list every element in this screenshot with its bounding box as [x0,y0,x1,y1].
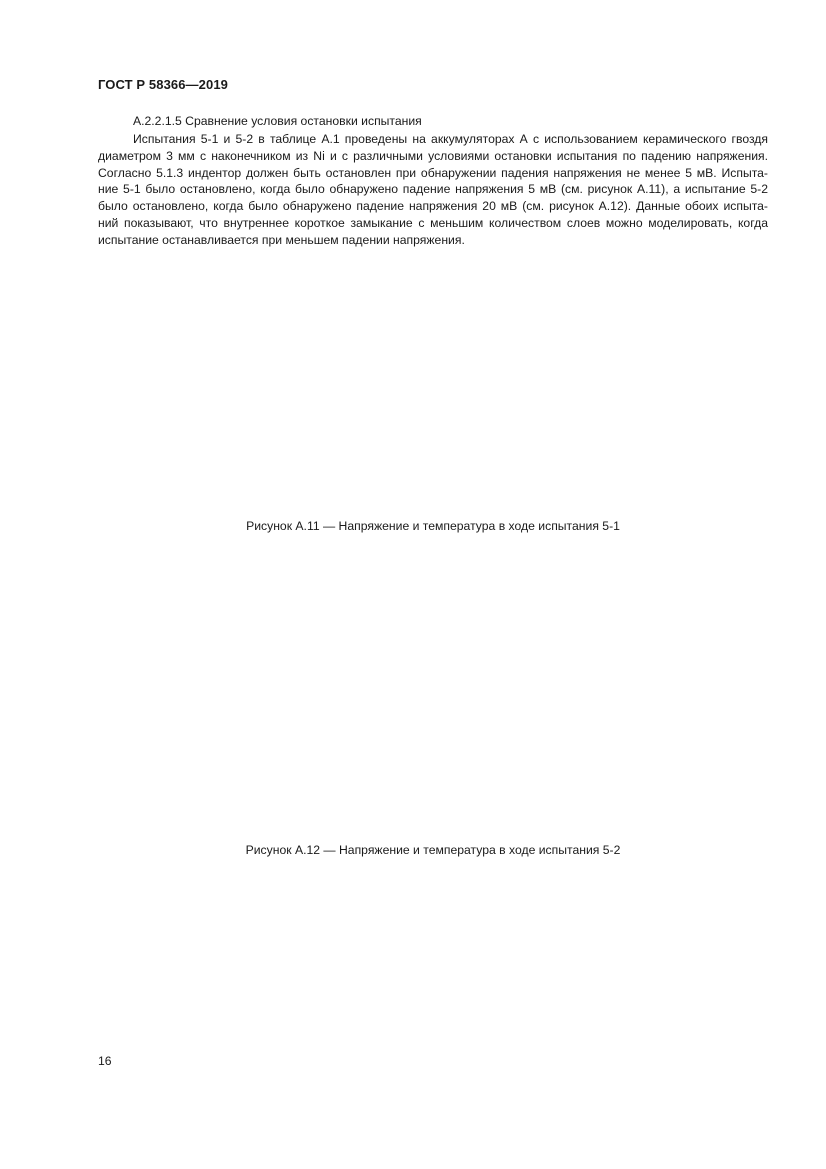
paragraph-line: ний показывают, что внутреннее короткое замыкание с меньшим количеством слоев можно моделировать, когда [98,215,768,230]
section-title: А.2.2.1.5 Сравнение условия остановки испытания [133,114,422,128]
figure-a12-caption: Рисунок А.12 — Напряжение и температура в ходе испытания 5-2 [245,843,621,857]
figure-a11-caption: Рисунок А.11 — Напряжение и температура в ходе испытания 5-1 [246,519,620,533]
section-paragraph [98,131,768,249]
figure-a11-image-area [98,250,768,512]
paragraph-line: диаметром 3 мм с наконечником из Ni и с различными условиями остановки испытания по падению напряжения. [98,148,768,163]
page-number: 16 [98,1054,112,1068]
paragraph-line: Согласно 5.1.3 индентор должен быть остановлен при обнаружении падения напряжения не менее 5 мВ. Испыта- [98,165,768,180]
figure-a12-image-area [98,545,768,835]
paragraph-line: Испытания 5-1 и 5-2 в таблице А.1 проведены на аккумуляторах А с использованием керамического гвоздя [133,132,768,146]
paragraph-line: ние 5-1 было остановлено, когда было обнаружено падение напряжения 5 мВ (см. рисунок А.11), а испытание 5-2 [98,182,768,197]
document-standard-id: ГОСТ Р 58366—2019 [98,77,228,92]
paragraph-line: было остановлено, когда было обнаружено падение напряжения 20 мВ (см. рисунок А.12). Данные обоих испыта- [98,199,768,214]
paragraph-line: испытание останавливается при меньшем падении напряжения. [98,232,465,247]
